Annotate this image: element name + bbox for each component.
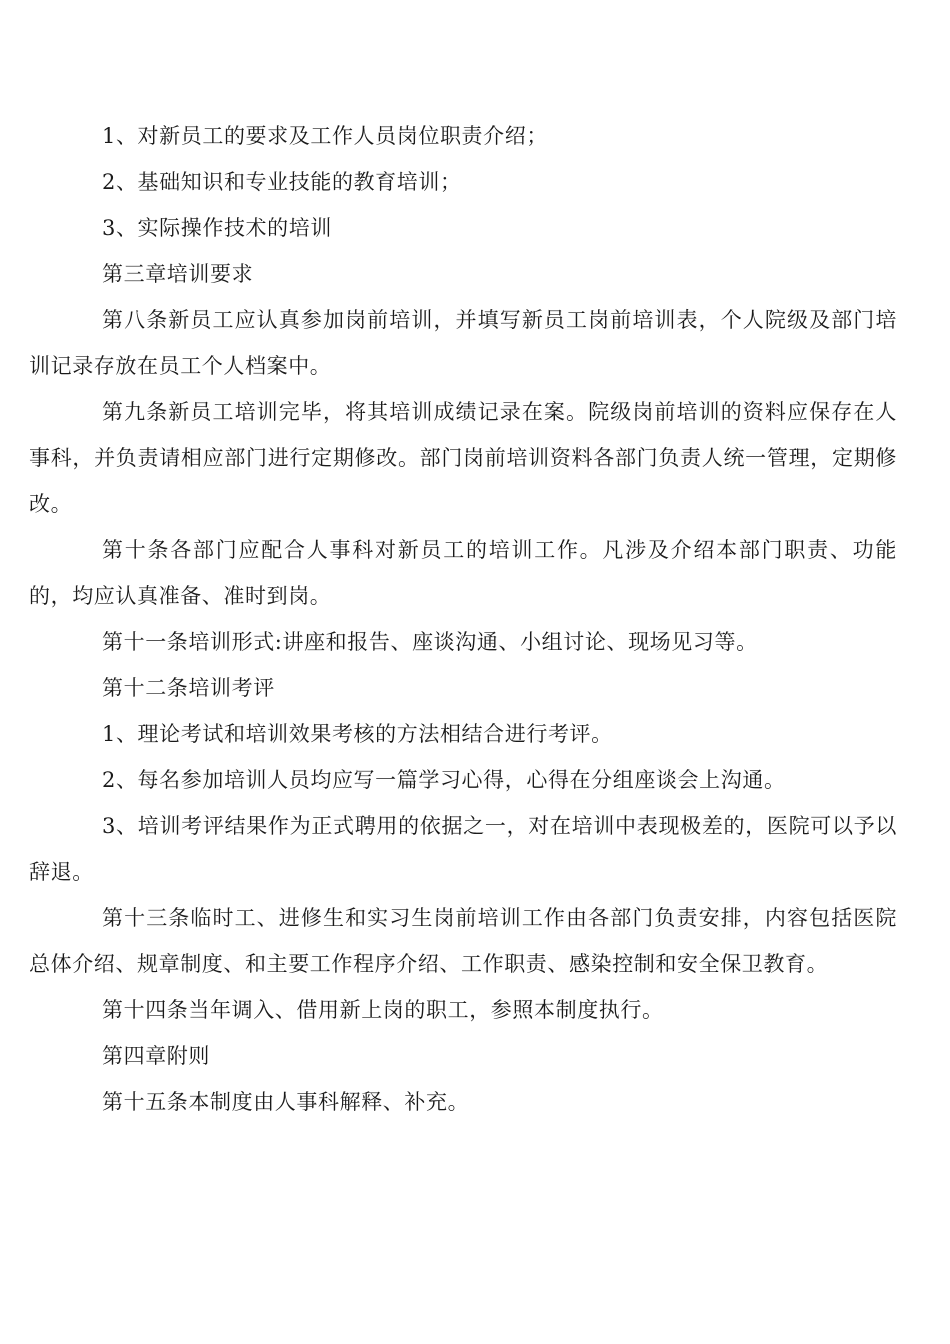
chapter-heading-4: 第四章附则 — [102, 1044, 210, 1068]
article-14: 第十四条当年调入、借用新上岗的职工，参照本制度执行。 — [102, 998, 664, 1022]
article-11: 第十一条培训形式:讲座和报告、座谈沟通、小组讨论、现场见习等。 — [102, 630, 758, 654]
list-item-basic-training: 2、基础知识和专业技能的教育培训； — [102, 170, 462, 194]
chapter-heading-3: 第三章培训要求 — [102, 262, 254, 286]
article-15: 第十五条本制度由人事科解释、补充。 — [102, 1090, 470, 1114]
article-13: 第十三条临时工、进修生和实习生岗前培训工作由各部门负责安排，内容包括医院总体介绍、规章制度、和主要工作程序介绍、工作职责、感染控制和安全保卫教育。 — [29, 906, 897, 976]
document-body — [29, 113, 897, 1125]
article-12: 第十二条培训考评 — [102, 676, 275, 700]
list-item-results: 3、培训考评结果作为正式聘用的依据之一，对在培训中表现极差的，医院可以予以辞退。 — [29, 814, 897, 884]
list-item-exam: 1、理论考试和培训效果考核的方法相结合进行考评。 — [102, 722, 613, 746]
article-8: 第八条新员工应认真参加岗前培训，并填写新员工岗前培训表，个人院级及部门培训记录存放在员工个人档案中。 — [29, 308, 897, 378]
list-item-practical-training: 3、实际操作技术的培训 — [102, 216, 332, 240]
list-item-essay: 2、每名参加培训人员均应写一篇学习心得，心得在分组座谈会上沟通。 — [102, 768, 786, 792]
article-9: 第九条新员工培训完毕，将其培训成绩记录在案。院级岗前培训的资料应保存在人事科，并负责请相应部门进行定期修改。部门岗前培训资料各部门负责人统一管理，定期修改。 — [29, 400, 897, 516]
list-item-requirements: 1、对新员工的要求及工作人员岗位职责介绍； — [102, 124, 548, 148]
article-10: 第十条各部门应配合人事科对新员工的培训工作。凡涉及介绍本部门职责、功能的，均应认真准备、准时到岗。 — [29, 538, 897, 608]
